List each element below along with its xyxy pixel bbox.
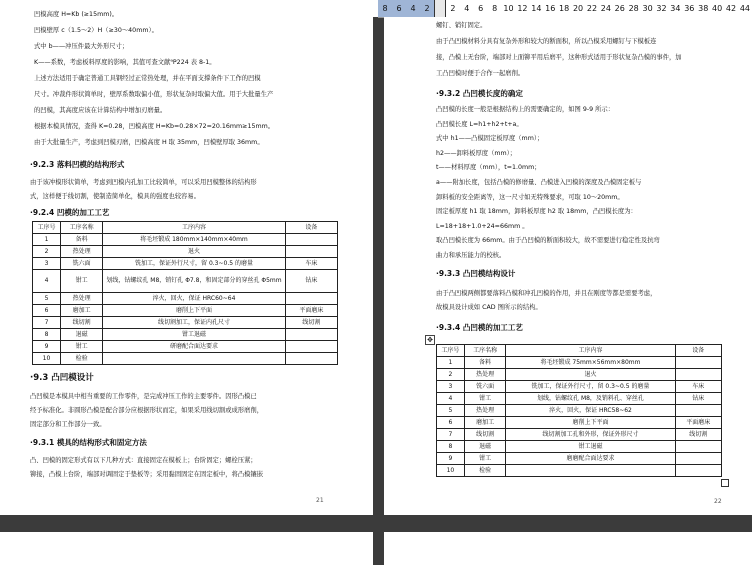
ruler-tick: 8 [382,4,388,13]
table-cell: 钳工 [464,393,506,405]
table-cell: 1 [33,234,61,246]
table-cell: 铣六面 [60,258,102,270]
table-cell: 7 [33,317,61,329]
text-line: 接，凸模上无台阶，端部对上面铆平用后磨平，这种形式适用于形状复杂凸模的事件，加 [436,54,682,61]
table-cell: 检验 [464,465,506,477]
ruler-tick: 6 [478,4,484,13]
ruler-tick: 6 [396,4,402,13]
text-line: 曲力和承压能力的校核。 [436,252,506,259]
ruler-tick: 44 [739,4,751,13]
table-cell: 线切割 [675,429,721,441]
table-cell: 9 [33,341,61,353]
table-row [437,405,722,417]
text-line: a——附加长度，包括凸模的修磨量、凸模进入凹模的深度及凸模固定板与 [436,179,642,186]
table-cell: 4 [437,393,465,405]
table-cell [675,405,721,417]
table-header-cell: 工序名称 [60,222,102,234]
table-row [33,341,338,353]
table-cell: 6 [437,417,465,429]
table-row [437,441,722,453]
table-header-cell: 工序号 [437,345,465,357]
ruler-tick: 28 [628,4,639,13]
horizontal-ruler[interactable] [378,0,752,18]
table-cell: 8 [33,329,61,341]
table-cell: 热处理 [60,293,102,305]
table-cell: 10 [437,465,465,477]
table-header-cell: 工序名称 [464,345,506,357]
table-cell: 6 [33,305,61,317]
table-cell [675,465,721,477]
table-move-handle-icon[interactable]: ✥ [425,335,435,345]
table-cell: 线切割加工，保证内孔尺寸 [103,317,286,329]
table-resize-handle-icon[interactable] [721,479,729,487]
table-cell: 4 [33,270,61,293]
table-cell: 3 [33,258,61,270]
table-cell: 2 [33,246,61,258]
table-cell: 3 [437,381,465,393]
table-cell [675,441,721,453]
text-line: 凸凹模长度 L=h1+h2+t+a。 [436,120,523,128]
table-cell: 划线，钻螺纹孔 M8，及销料孔、穿丝孔 [506,393,675,405]
table-cell: 退火 [506,369,675,381]
table-cell: 钳工 [464,453,506,465]
table-cell: 淬火，回火，保证 HRC60~64 [103,293,286,305]
table-cell [285,293,337,305]
ruler-tick: 2 [450,4,456,13]
text-line: 卸料板的安全距离等，这一尺寸如无特殊要求，可取 10～20mm。 [436,193,624,201]
text-line: 由于凸凹模材料分具有复杂外形和较大的断面积，所以凸模采用螺钉与下模板连 [436,38,657,45]
table-row [437,429,722,441]
ruler-tick: 36 [684,4,695,13]
heading-9-3-3: ·9.3.3 凸凹模结构设计 [436,269,516,278]
table-cell: 钳工 [60,270,102,293]
page-gap [0,515,752,532]
text-line: K——系数，考虑板料厚度的影响，其值可查文献⁹P224 表 8-1。 [34,59,216,66]
table-cell [285,353,337,365]
text-line: h2——卸料板厚度（mm）； [436,149,517,157]
table-cell: 将毛坯锻成 75mm×56mm×80mm [506,357,675,369]
table-cell: 磨加工 [464,417,506,429]
convex-concave-process-table [436,344,722,477]
table-cell: 线切割 [285,317,337,329]
ruler-tick: 2 [424,4,430,13]
ruler-tick: 32 [656,4,667,13]
page-number: 22 [714,498,722,505]
table-cell: 磨削上下平面 [506,417,675,429]
table-row [33,246,338,258]
text-line: L=18+18+1.0+24=66mm 。 [436,222,529,230]
text-line: 上述方法适用于确定普通工具钢经过正常热处理，并在平面支撑条件下工作的凹模 [34,75,261,82]
text-line: 固定板厚度 h1 取 18mm，卸料板厚度 h2 取 18mm，凸凹模长度为： [436,208,637,216]
text-line: 凹模壁厚 c（1.5～2）H（≥30～40mm）。 [34,27,158,34]
table-row [437,393,722,405]
table-cell: 磨加工 [60,305,102,317]
ruler-tick: 14 [531,4,542,13]
table-row [33,305,338,317]
table-row [33,317,338,329]
ruler-tick: 4 [410,4,416,13]
text-line: 由于该冲模形状简单，考虑到凹模内孔加工比较简单，可以采用凹模整体的结构形 [30,179,257,186]
table-row [437,453,722,465]
heading-9-2-3: ·9.2.3 落料凹模的结构形式 [30,160,125,169]
text-line: 由于凸凹模两侧都要落料凸模和冲孔凹模的作用，并且在刚度等都是需要考虑， [436,290,657,297]
table-header-cell: 工序内容 [103,222,286,234]
text-line: 根据本模具情况，查得 K=0.28，凹模高度 H=Kb=0.28×72=20.16mm≥15mm。 [34,123,275,130]
page-22 [384,17,752,515]
table-cell: 将毛坯锻成 180mm×140mm×40mm [103,234,286,246]
table-row [437,357,722,369]
table-cell [285,329,337,341]
text-line: 铆接，凸模上台阶，端部对调固定于垫板等；采用黏固固定在固定板中，将凸模镶嵌 [30,471,263,478]
table-cell: 铣六面 [464,381,506,393]
table-cell: 检验 [60,353,102,365]
ruler-tick: 16 [545,4,556,13]
ruler-tick: 42 [725,4,737,13]
punch-process-table [32,221,338,365]
table-cell: 钳工 [60,341,102,353]
ruler-tick: 20 [572,4,584,13]
table-cell: 车床 [675,381,721,393]
text-line: 凸凹模是本模具中相当重要的工作零件，是完成冲压工作的主要零件。因形凸模已 [30,393,257,400]
ruler-tick: 22 [586,4,598,13]
table-cell: 5 [33,293,61,305]
table-cell: 退火 [103,246,286,258]
ruler-tick: 4 [464,4,470,13]
table-cell [285,341,337,353]
text-line: 凸、凹模的固定形式有以下几种方式：直接固定在模板上；台阶固定；螺栓压紧； [30,457,257,464]
text-line: t——材料厚度（mm），t=1.0mm； [436,164,541,172]
table-cell: 10 [33,353,61,365]
table-row [33,293,338,305]
table-cell: 钳工退磁 [506,441,675,453]
heading-9-3: ·9.3 凸凹模设计 [30,373,94,383]
table-cell [285,246,337,258]
table-row [33,270,338,293]
table-cell [285,234,337,246]
heading-9-3-1: ·9.3.1 模具的结构形式和固定方法 [30,438,147,447]
table-cell: 铣加工，保证外行尺寸，留 0.3~0.5 的磨量 [103,258,286,270]
table-row [437,369,722,381]
table-cell: 划线，钻螺纹孔 M8，销钉孔 Φ7.8，和固定部分的穿丝孔 Φ5mm [103,270,286,293]
text-line: 经予标准化。非圆形凸模是配合部分应根据形状而定，如果采用线切割或成形磨削， [30,407,263,414]
table-cell [506,465,675,477]
table-cell: 线切割加工孔和外形，保证外形尺寸 [506,429,675,441]
table-cell: 5 [437,405,465,417]
table-cell: 8 [437,441,465,453]
table-row [437,381,722,393]
text-line: 式，这样便于线切割，使制造简单化，模具的强度也较容易。 [30,193,201,200]
text-line: 凹模高度 H=Kb (≥15mm)。 [34,11,119,18]
text-line: 凸凹模的长度一般是根据结构上的需要确定的，如图 9-9 所示： [436,106,615,113]
ruler-tick: 24 [600,4,611,13]
table-cell: 淬火，回火，保证 HRC58~62 [506,405,675,417]
text-line: 式中 h1——凸模固定板厚度（mm）； [436,135,544,143]
table-cell [675,453,721,465]
table-row [437,465,722,477]
table-cell: 退磁 [464,441,506,453]
text-line: 工凸凹模时便于合作一起磨削。 [436,70,525,77]
table-cell: 钻床 [675,393,721,405]
ruler-tick: 40 [712,4,723,13]
next-pages-strip [0,532,752,565]
table-header-cell: 工序号 [33,222,61,234]
heading-9-2-4: ·9.2.4 凹模的加工工艺 [30,208,110,217]
table-cell: 车床 [285,258,337,270]
table-row [437,417,722,429]
table-cell: 平面磨床 [285,305,337,317]
indent-marker-icon[interactable] [434,0,446,17]
ruler-margin-left [378,0,434,17]
text-line: 螺钉、销钉固定。 [436,22,487,29]
table-cell: 磨磨配合面达要求 [506,453,675,465]
table-cell: 热处理 [464,405,506,417]
table-cell: 平面磨床 [675,417,721,429]
heading-9-3-2: ·9.3.2 凸凹模长度的确定 [436,89,523,98]
text-line: 取凸凹模长度为 66mm。由于凸凹模的断面积较大，故不需要进行稳定性及抗弯 [436,237,660,245]
ruler-tick: 18 [559,4,570,13]
table-header-cell: 工序内容 [506,345,675,357]
table-cell: 磨削上下平面 [103,305,286,317]
ruler-tick: 8 [492,4,498,13]
text-line: 尺寸。冲裁件形状简单时，壁厚系数取偏小值，形状复杂时取偏大值。用于大批量生产 [34,91,274,98]
page-number: 21 [316,497,324,504]
table-header-cell: 设备 [675,345,721,357]
text-line: 的凹模，其高度应该在计算结构中增加刃磨量。 [34,107,167,114]
ruler-tick: 12 [517,4,528,13]
table-header-cell: 设备 [285,222,337,234]
table-cell: 线切割 [60,317,102,329]
text-line: 由于大批量生产，考虑到凹模刃磨，凹模高度 H 取 35mm，凹模壁厚取 36mm。 [34,139,264,146]
table-cell: 研磨配合面达要求 [103,341,286,353]
ruler-tick: 34 [670,4,681,13]
page-divider [373,532,384,565]
page-21 [0,0,373,515]
table-cell: 热处理 [464,369,506,381]
table-cell: 线切割 [464,429,506,441]
table-row [33,258,338,270]
table-cell [675,369,721,381]
table-cell: 钳工退磁 [103,329,286,341]
ruler-tick: 38 [698,4,709,13]
table-cell: 2 [437,369,465,381]
heading-9-3-4: ·9.3.4 凸凹模的加工工艺 [436,323,523,332]
table-row [33,353,338,365]
table-cell: 备料 [60,234,102,246]
table-cell: 9 [437,453,465,465]
text-line: 固定部分和工作部分一致。 [30,421,106,428]
ruler-tick: 26 [614,4,625,13]
table-cell [675,357,721,369]
table-cell: 铣加工，保证外行尺寸，留 0.3~0.5 的磨量 [506,381,675,393]
table-row [33,234,338,246]
table-cell: 热处理 [60,246,102,258]
table-cell: 钻床 [285,270,337,293]
table-cell: 备料 [464,357,506,369]
table-cell [103,353,286,365]
ruler-tick: 30 [642,4,653,13]
ruler-tick: 10 [503,4,514,13]
table-cell: 7 [437,429,465,441]
text-line: 式中 b——冲压件最大外形尺寸； [34,43,129,50]
table-cell: 1 [437,357,465,369]
table-cell: 退磁 [60,329,102,341]
table-row [33,329,338,341]
text-line: 故模具设计成如 CAD 图所示的结构。 [436,304,542,311]
